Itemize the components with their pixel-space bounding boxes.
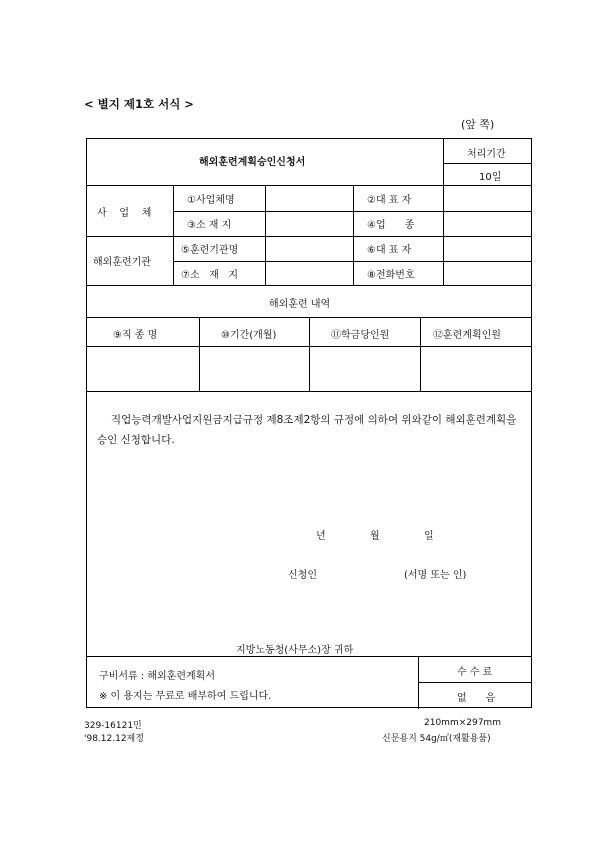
training-details-title: 해외훈련 내역	[269, 299, 331, 310]
paper-type: 신문용지 54g/㎡(재활용품)	[382, 734, 491, 744]
business-address-label: ③소 재 지	[187, 220, 232, 231]
form-label: < 별지 제1호 서식 >	[84, 97, 194, 111]
planned-count-column: ⑫훈련계획인원	[433, 330, 501, 341]
period-column: ⑩기간(개월)	[221, 330, 277, 341]
training-org-address-label: ⑦소 재 지	[181, 270, 239, 281]
business-section-label: 사 업 체	[97, 208, 152, 219]
processing-period-label: 처리기간	[467, 149, 506, 160]
training-org-rep-label: ⑥대 표 자	[367, 245, 412, 256]
date-year-label: 년	[316, 531, 326, 542]
trainee-count-column: ⑪학금당인원	[331, 330, 390, 341]
fee-value: 없 음	[457, 693, 496, 704]
fee-label: 수 수 료	[457, 667, 493, 678]
training-org-name-label: ⑤훈련기관명	[181, 245, 239, 256]
applicant-label: 신청인	[288, 570, 317, 581]
training-org-phone-label: ⑧전화번호	[367, 270, 415, 281]
training-org-section-label: 해외훈련기관	[93, 257, 151, 268]
business-name-label: ①사업체명	[187, 195, 235, 206]
notice-text: ※ 이 용지는 무료로 배부하여 드립니다.	[99, 691, 272, 702]
declaration-text: 직업능력개발사업지원금지급규정 제8조제2항의 규정에 의하여 위와같이 해외훈련계획을 승인 신청합니다.	[97, 414, 517, 446]
addressee-text: 지방노동청(사무소)장 귀하	[236, 645, 354, 656]
business-industry-label: ④업 종	[367, 220, 415, 231]
paper-size: 210mm×297mm	[424, 718, 501, 728]
date-month-label: 월	[370, 531, 380, 542]
page-side-label: (앞 쪽)	[461, 118, 495, 131]
attachments-text: 구비서류 : 해외훈련계획서	[99, 671, 215, 682]
revision-date: '98.12.12제정	[84, 734, 144, 744]
job-title-column: ⑨직 종 명	[113, 330, 158, 341]
processing-period-value: 10일	[479, 172, 502, 183]
business-rep-label: ②대 표 자	[367, 195, 412, 206]
form-number: 329-16121민	[84, 721, 142, 731]
form-title: 해외훈련계획승인신청서	[199, 157, 306, 168]
signature-label: (서명 또는 인)	[404, 570, 467, 581]
date-day-label: 일	[424, 531, 434, 542]
